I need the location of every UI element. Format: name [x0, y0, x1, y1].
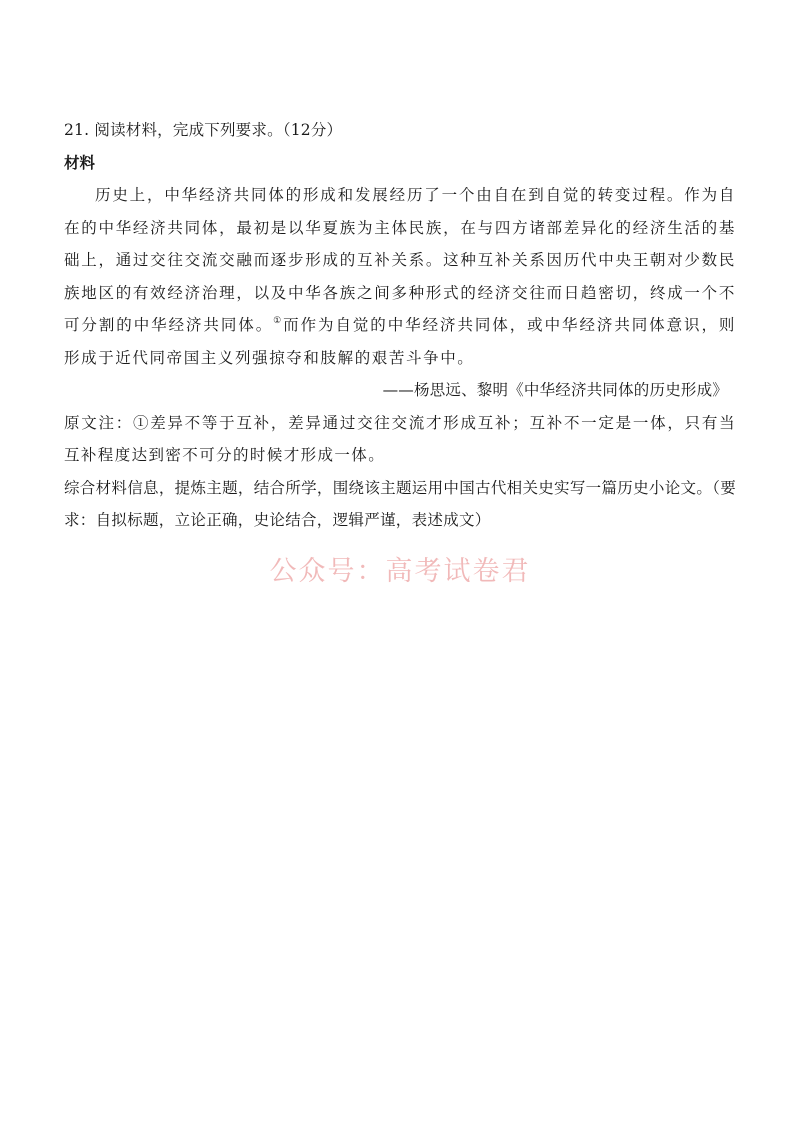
material-paragraph: [64, 179, 736, 374]
task-instruction: 综合材料信息，提炼主题，结合所学，围绕该主题运用中国古代相关史实写一篇历史小论文。（要求：自拟标题，立论正确，史论结合，逻辑严谨，表述成文）: [64, 478, 736, 529]
material-source: ——杨思远、黎明《中华经济共同体的历史形成》: [382, 381, 728, 399]
material-text-part1: 历史上，中华经济共同体的形成和发展经历了一个由自在到自觉的转变过程。作为自在的中华经济共同体，最初是以华夏族为主体民族，在与四方诸部差异化的经济生活的基础上，通过交往交流交融而逐步形成的互补关系。这种互补关系因历代中央王朝对少数民族地区的有效经济治理，以及中华各族之间多种形式的经济交往而日趋密切，终成一个不可分割的中华经济共同体。: [64, 186, 736, 334]
material-text-part2: 而作为自觉的中华经济共同体，或中华经济共同体意识，则形成于近代同帝国主义列强掠夺和肢解的艰苦斗争中。: [64, 316, 736, 367]
watermark-text: 公众号：高考试卷君: [269, 556, 531, 587]
question-header: 21. 阅读材料，完成下列要求。（12分）: [64, 121, 343, 139]
material-label: 材料: [64, 153, 96, 172]
footnote-marker: ①: [273, 316, 284, 326]
original-note: 原文注：①差异不等于互补，差异通过交往交流才形成互补；互补不一定是一体，只有当互补程度达到密不可分的时候才形成一体。: [64, 413, 736, 464]
question-block: [64, 114, 736, 537]
